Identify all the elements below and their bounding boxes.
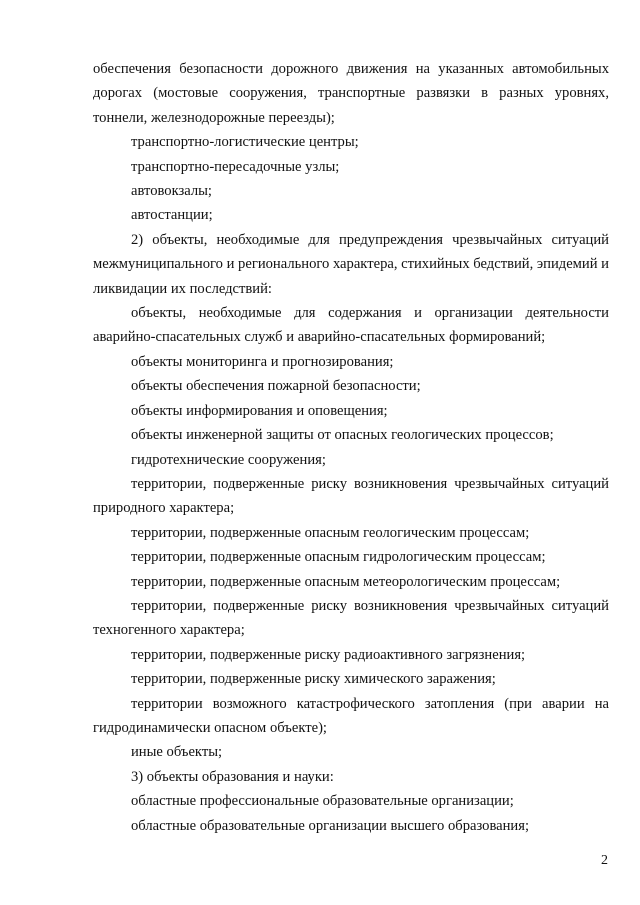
list-item: территории, подверженные опасным геологическим процессам;: [131, 524, 530, 541]
list-item: автовокзалы;: [131, 183, 212, 200]
section-heading: 3) объекты образования и науки:: [131, 768, 334, 785]
list-item: территории, подверженные риску возникновения чрезвычайных ситуаций техногенного характера;: [93, 597, 609, 639]
list-item: объекты информирования и оповещения;: [131, 402, 388, 419]
list-item: объекты инженерной защиты от опасных геологических процессов;: [131, 427, 554, 444]
list-item: иные объекты;: [131, 744, 223, 761]
list-item: территории, подверженные риску возникновения чрезвычайных ситуаций природного характера;: [93, 475, 609, 517]
list-item: транспортно-логистические центры;: [131, 134, 359, 151]
section-heading: 2) объекты, необходимые для предупреждения чрезвычайных ситуаций межмуниципального и регионального характера, стихийных бедствий, эпидемий и ликвидации их последствий:: [93, 231, 609, 297]
list-item: территории, подверженные риску химического заражения;: [131, 671, 496, 688]
list-item: транспортно-пересадочные узлы;: [131, 158, 340, 175]
paragraph: обеспечения безопасности дорожного движения на указанных автомобильных дорогах (мостовые сооружения, транспортные развязки в разных уровнях, тоннели, железнодорожные переезды);: [93, 61, 609, 126]
list-item: областные образовательные организации высшего образования;: [131, 817, 530, 834]
list-item: гидротехнические сооружения;: [131, 451, 326, 468]
page-number: 2: [601, 853, 608, 868]
list-item: территории возможного катастрофического затопления (при аварии на гидродинамически опасном объекте);: [93, 695, 609, 736]
list-item: областные профессиональные образовательные организации;: [131, 793, 514, 810]
document-body: [93, 57, 609, 838]
list-item: объекты обеспечения пожарной безопасности;: [131, 378, 421, 395]
list-item: территории, подверженные опасным гидрологическим процессам;: [131, 549, 546, 566]
list-item: автостанции;: [131, 207, 213, 224]
list-item: объекты мониторинга и прогнозирования;: [131, 353, 394, 370]
list-item: территории, подверженные опасным метеорологическим процессам;: [131, 573, 561, 590]
list-item: территории, подверженные риску радиоактивного загрязнения;: [131, 646, 526, 663]
list-item: объекты, необходимые для содержания и организации деятельности аварийно-спасательных служб и аварийно-спасательных формирований;: [93, 305, 609, 346]
